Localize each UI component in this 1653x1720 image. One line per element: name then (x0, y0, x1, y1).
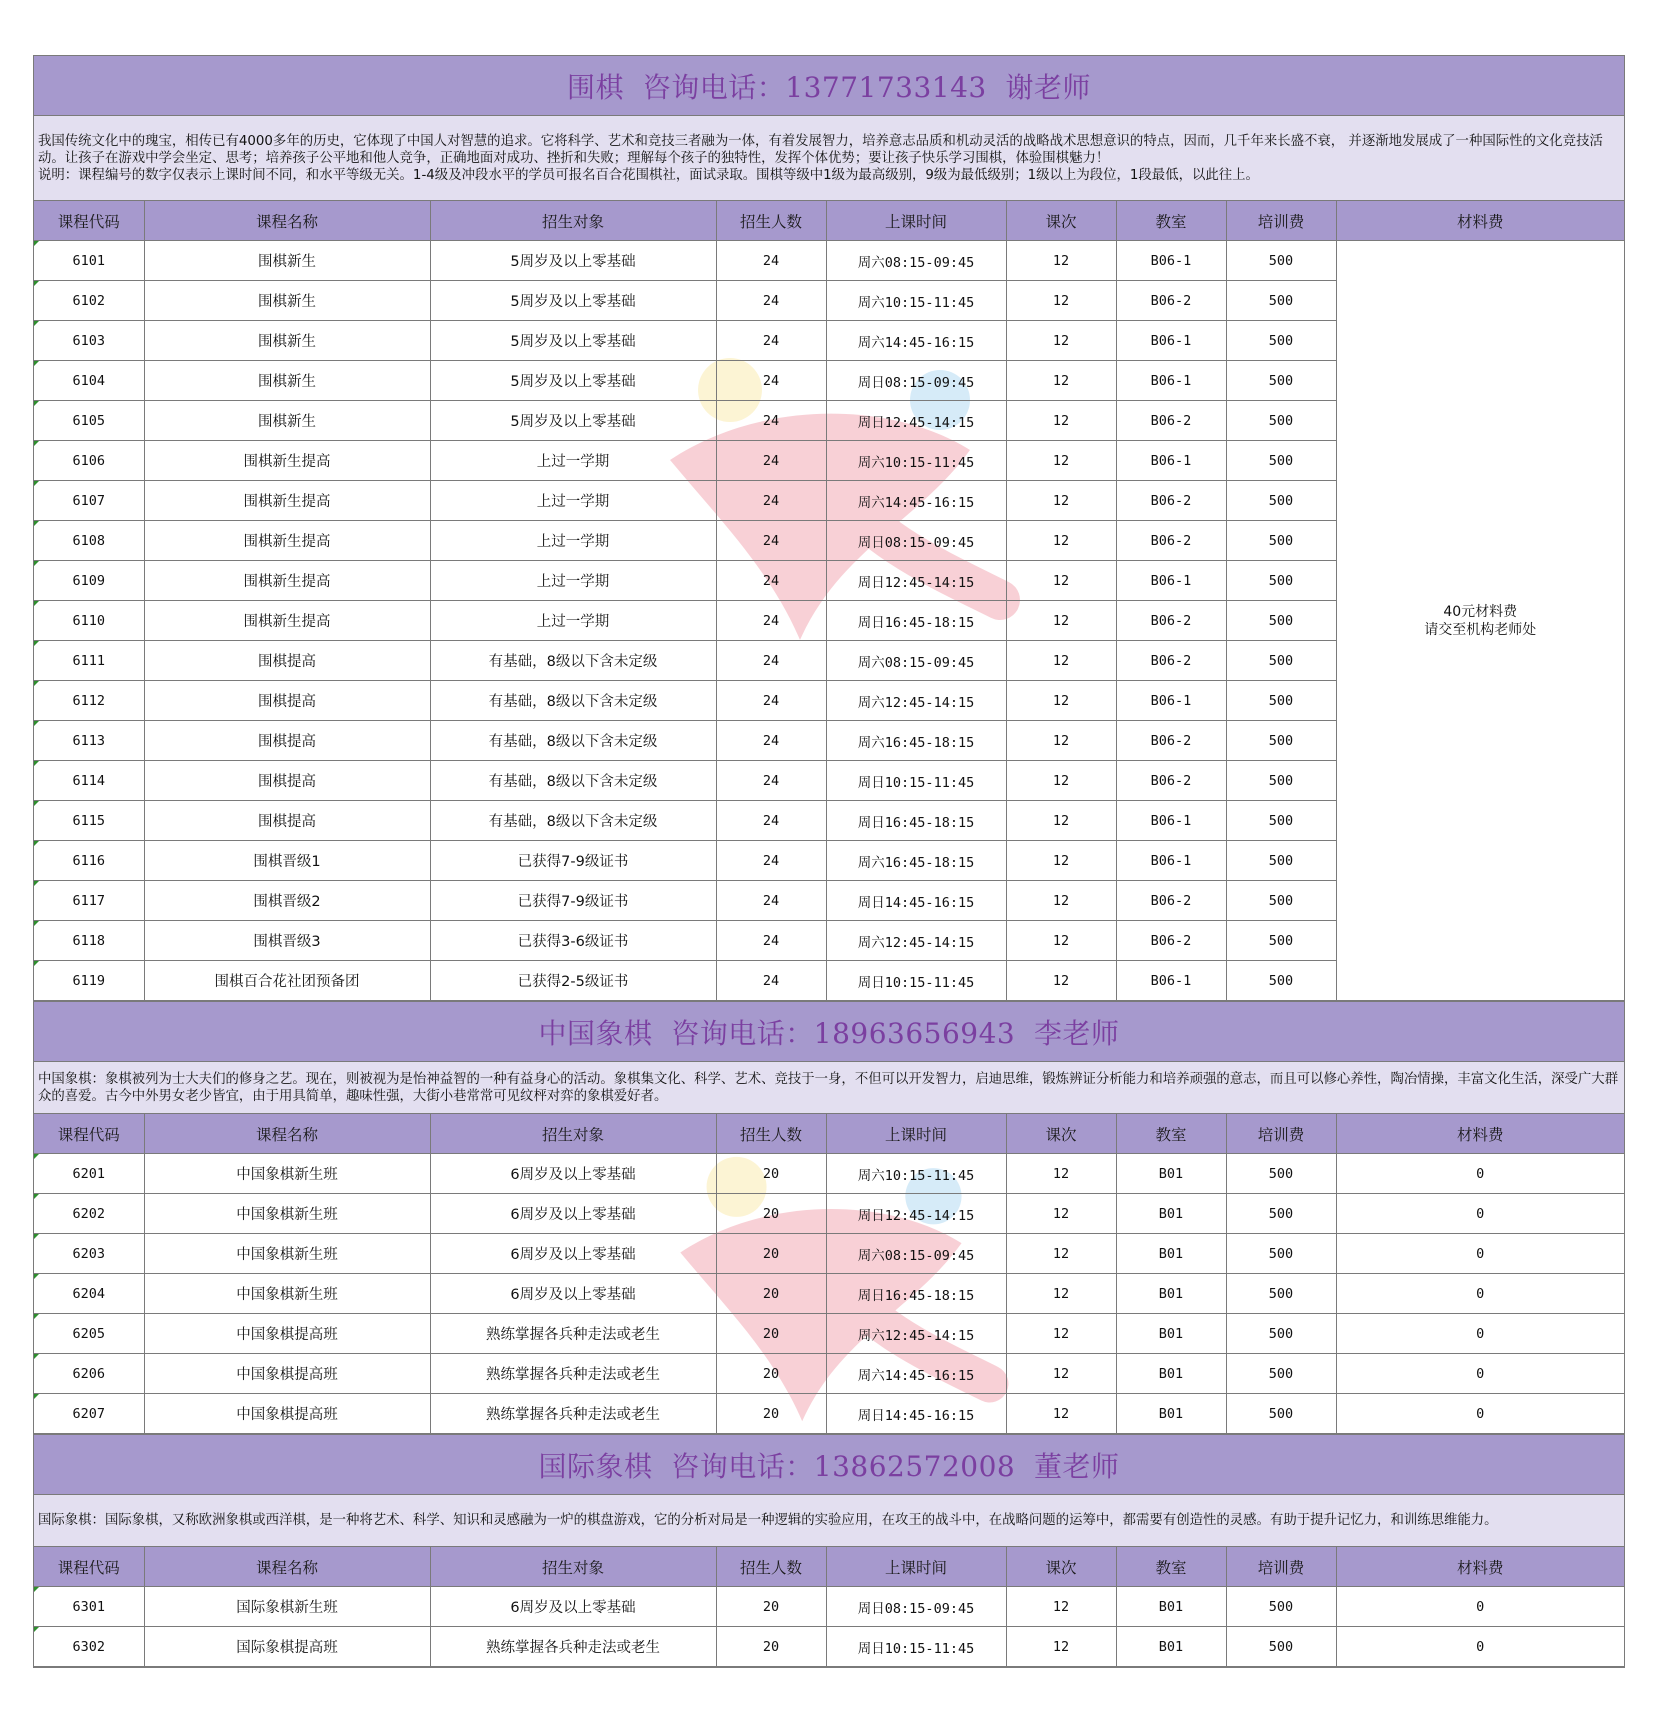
classroom: B06-1 (1116, 961, 1226, 1001)
class-time: 周日08:15-09:45 (826, 361, 1006, 401)
enroll-target: 6周岁及以上零基础 (430, 1154, 716, 1194)
header-time: 上课时间 (826, 1114, 1006, 1154)
tuition-fee: 500 (1226, 441, 1336, 481)
enroll-target: 有基础，8级以下含未定级 (430, 761, 716, 801)
course-name: 围棋提高 (144, 641, 430, 681)
classroom: B06-1 (1116, 841, 1226, 881)
enroll-capacity: 24 (716, 721, 826, 761)
table-row (34, 1234, 1624, 1274)
classroom: B06-1 (1116, 361, 1226, 401)
class-time: 周日08:15-09:45 (826, 1587, 1006, 1627)
tuition-fee: 500 (1226, 241, 1336, 281)
enroll-target: 上过一学期 (430, 441, 716, 481)
course-sheet (33, 55, 1625, 1668)
session-count: 12 (1006, 481, 1116, 521)
course-name: 中国象棋新生班 (144, 1154, 430, 1194)
enroll-target: 已获得7-9级证书 (430, 881, 716, 921)
tuition-fee: 500 (1226, 681, 1336, 721)
course-code: 6109 (34, 561, 144, 601)
table-row (34, 1394, 1624, 1434)
classroom: B01 (1116, 1394, 1226, 1434)
enroll-target: 6周岁及以上零基础 (430, 1274, 716, 1314)
class-time: 周日12:45-14:15 (826, 401, 1006, 441)
class-time: 周日10:15-11:45 (826, 1627, 1006, 1667)
classroom: B06-1 (1116, 801, 1226, 841)
course-code: 6302 (34, 1627, 144, 1667)
course-name: 围棋提高 (144, 761, 430, 801)
classroom: B01 (1116, 1354, 1226, 1394)
enroll-target: 有基础，8级以下含未定级 (430, 721, 716, 761)
table-row (34, 1587, 1624, 1627)
class-time: 周六12:45-14:15 (826, 681, 1006, 721)
header-time: 上课时间 (826, 201, 1006, 241)
table-row (34, 1314, 1624, 1354)
header-material: 材料费 (1336, 1547, 1624, 1587)
enroll-target: 6周岁及以上零基础 (430, 1234, 716, 1274)
material-fee: 0 (1336, 1274, 1624, 1314)
header-target: 招生对象 (430, 1114, 716, 1154)
course-code: 6103 (34, 321, 144, 361)
course-code: 6201 (34, 1154, 144, 1194)
tuition-fee: 500 (1226, 721, 1336, 761)
header-material: 材料费 (1336, 201, 1624, 241)
session-count: 12 (1006, 361, 1116, 401)
tuition-fee: 500 (1226, 601, 1336, 641)
enroll-capacity: 24 (716, 681, 826, 721)
class-time: 周六10:15-11:45 (826, 441, 1006, 481)
course-code: 6115 (34, 801, 144, 841)
section-title-chess: 国际象棋 咨询电话：13862572008 董老师 (34, 1434, 1624, 1494)
course-name: 围棋晋级1 (144, 841, 430, 881)
course-name: 中国象棋提高班 (144, 1314, 430, 1354)
table-row (34, 1274, 1624, 1314)
header-row (34, 1114, 1624, 1154)
class-time: 周六14:45-16:15 (826, 1354, 1006, 1394)
session-count: 12 (1006, 721, 1116, 761)
header-row (34, 1547, 1624, 1587)
tuition-fee: 500 (1226, 1394, 1336, 1434)
enroll-capacity: 20 (716, 1314, 826, 1354)
class-time: 周日16:45-18:15 (826, 1274, 1006, 1314)
course-code: 6107 (34, 481, 144, 521)
class-time: 周六14:45-16:15 (826, 321, 1006, 361)
course-table-xiangqi (34, 1113, 1624, 1434)
classroom: B06-2 (1116, 521, 1226, 561)
session-count: 12 (1006, 1234, 1116, 1274)
classroom: B06-2 (1116, 721, 1226, 761)
header-room: 教室 (1116, 201, 1226, 241)
course-code: 6112 (34, 681, 144, 721)
tuition-fee: 500 (1226, 1194, 1336, 1234)
section-desc-chess (34, 1494, 1624, 1546)
enroll-capacity: 24 (716, 441, 826, 481)
tuition-fee: 500 (1226, 841, 1336, 881)
enroll-capacity: 24 (716, 801, 826, 841)
enroll-target: 已获得7-9级证书 (430, 841, 716, 881)
course-name: 中国象棋新生班 (144, 1234, 430, 1274)
tuition-fee: 500 (1226, 921, 1336, 961)
desc-paragraph: 我国传统文化中的瑰宝，相传已有4000多年的历史，它体现了中国人对智慧的追求。它将科学、艺术和竞技三者融为一体，有着发展智力，培养意志品质和机动灵活的战略战术思想意识的特点，因而，几千年来长盛不衰， 并逐渐地发展成了一种国际性的文化竞技活动。让孩子在游戏中学会坐定、思考；培养孩子公平地和他人竞争，正确地面对成功、挫折和失败；理解每个孩子的独特性，发挥个体优势；要让孩子快乐学习围棋，体验围棋魅力！ (38, 133, 1603, 166)
enroll-target: 5周岁及以上零基础 (430, 241, 716, 281)
tuition-fee: 500 (1226, 1274, 1336, 1314)
course-code: 6105 (34, 401, 144, 441)
header-room: 教室 (1116, 1114, 1226, 1154)
session-count: 12 (1006, 401, 1116, 441)
classroom: B06-1 (1116, 241, 1226, 281)
course-code: 6108 (34, 521, 144, 561)
course-code: 6102 (34, 281, 144, 321)
enroll-capacity: 24 (716, 321, 826, 361)
course-code: 6206 (34, 1354, 144, 1394)
enroll-target: 熟练掌握各兵种走法或老生 (430, 1394, 716, 1434)
course-code: 6117 (34, 881, 144, 921)
session-count: 12 (1006, 1274, 1116, 1314)
session-count: 12 (1006, 1314, 1116, 1354)
material-fee: 0 (1336, 1627, 1624, 1667)
enroll-capacity: 24 (716, 841, 826, 881)
classroom: B06-2 (1116, 401, 1226, 441)
course-code: 6111 (34, 641, 144, 681)
course-name: 国际象棋新生班 (144, 1587, 430, 1627)
course-name: 中国象棋新生班 (144, 1194, 430, 1234)
classroom: B06-2 (1116, 281, 1226, 321)
material-fee: 0 (1336, 1394, 1624, 1434)
course-name: 围棋晋级3 (144, 921, 430, 961)
classroom: B01 (1116, 1314, 1226, 1354)
classroom: B06-2 (1116, 641, 1226, 681)
session-count: 12 (1006, 641, 1116, 681)
course-name: 围棋百合花社团预备团 (144, 961, 430, 1001)
desc-paragraph: 中国象棋：象棋被列为士大夫们的修身之艺。现在，则被视为是怡神益智的一种有益身心的活动。象棋集文化、科学、艺术、竞技于一身，不但可以开发智力，启迪思维，锻炼辨证分析能力和培养顽强的意志，而且可以修心养性，陶冶情操，丰富文化生活，深受广大群众的喜爱。古今中外男女老少皆宜，由于用具简单，趣味性强，大街小巷常常可见纹枰对弈的象棋爱好者。 (38, 1071, 1619, 1104)
header-time: 上课时间 (826, 1547, 1006, 1587)
course-code: 6202 (34, 1194, 144, 1234)
material-fee: 0 (1336, 1314, 1624, 1354)
tuition-fee: 500 (1226, 321, 1336, 361)
course-name: 围棋新生提高 (144, 441, 430, 481)
classroom: B06-1 (1116, 441, 1226, 481)
material-fee: 0 (1336, 1587, 1624, 1627)
course-name: 围棋新生 (144, 401, 430, 441)
course-name: 中国象棋提高班 (144, 1354, 430, 1394)
enroll-target: 上过一学期 (430, 521, 716, 561)
tuition-fee: 500 (1226, 401, 1336, 441)
header-room: 教室 (1116, 1547, 1226, 1587)
table-row (34, 1354, 1624, 1394)
course-name: 围棋新生 (144, 281, 430, 321)
course-name: 围棋新生提高 (144, 521, 430, 561)
section-title-xiangqi: 中国象棋 咨询电话：18963656943 李老师 (34, 1001, 1624, 1061)
enroll-capacity: 24 (716, 641, 826, 681)
section-desc-weiqi (34, 115, 1624, 200)
course-name: 围棋新生 (144, 241, 430, 281)
classroom: B01 (1116, 1587, 1226, 1627)
session-count: 12 (1006, 1154, 1116, 1194)
session-count: 12 (1006, 841, 1116, 881)
enroll-target: 有基础，8级以下含未定级 (430, 681, 716, 721)
enroll-capacity: 20 (716, 1194, 826, 1234)
course-code: 6203 (34, 1234, 144, 1274)
header-name: 课程名称 (144, 1547, 430, 1587)
course-code: 6204 (34, 1274, 144, 1314)
tuition-fee: 500 (1226, 481, 1336, 521)
course-code: 6106 (34, 441, 144, 481)
course-code: 6116 (34, 841, 144, 881)
course-code: 6113 (34, 721, 144, 761)
classroom: B01 (1116, 1154, 1226, 1194)
enroll-target: 5周岁及以上零基础 (430, 281, 716, 321)
header-capacity: 招生人数 (716, 1114, 826, 1154)
enroll-capacity: 24 (716, 921, 826, 961)
header-capacity: 招生人数 (716, 1547, 826, 1587)
header-row (34, 201, 1624, 241)
course-table-weiqi (34, 200, 1624, 1001)
enroll-target: 上过一学期 (430, 601, 716, 641)
enroll-target: 熟练掌握各兵种走法或老生 (430, 1314, 716, 1354)
classroom: B01 (1116, 1234, 1226, 1274)
enroll-capacity: 24 (716, 521, 826, 561)
enroll-target: 5周岁及以上零基础 (430, 401, 716, 441)
enroll-capacity: 20 (716, 1354, 826, 1394)
session-count: 12 (1006, 881, 1116, 921)
header-name: 课程名称 (144, 201, 430, 241)
enroll-target: 已获得3-6级证书 (430, 921, 716, 961)
material-fee: 0 (1336, 1234, 1624, 1274)
class-time: 周日10:15-11:45 (826, 961, 1006, 1001)
header-code: 课程代码 (34, 1547, 144, 1587)
session-count: 12 (1006, 761, 1116, 801)
course-name: 围棋新生提高 (144, 561, 430, 601)
tuition-fee: 500 (1226, 961, 1336, 1001)
header-code: 课程代码 (34, 1114, 144, 1154)
course-code: 6114 (34, 761, 144, 801)
enroll-capacity: 20 (716, 1154, 826, 1194)
session-count: 12 (1006, 1394, 1116, 1434)
class-time: 周六08:15-09:45 (826, 641, 1006, 681)
tuition-fee: 500 (1226, 1354, 1336, 1394)
table-row (34, 1154, 1624, 1194)
enroll-capacity: 24 (716, 361, 826, 401)
classroom: B06-2 (1116, 761, 1226, 801)
enroll-target: 6周岁及以上零基础 (430, 1194, 716, 1234)
enroll-capacity: 24 (716, 881, 826, 921)
tuition-fee: 500 (1226, 1587, 1336, 1627)
session-count: 12 (1006, 801, 1116, 841)
enroll-capacity: 24 (716, 561, 826, 601)
tuition-fee: 500 (1226, 761, 1336, 801)
session-count: 12 (1006, 961, 1116, 1001)
enroll-target: 有基础，8级以下含未定级 (430, 801, 716, 841)
class-time: 周六12:45-14:15 (826, 921, 1006, 961)
enroll-target: 熟练掌握各兵种走法或老生 (430, 1354, 716, 1394)
course-name: 围棋提高 (144, 681, 430, 721)
classroom: B06-2 (1116, 921, 1226, 961)
class-time: 周日14:45-16:15 (826, 881, 1006, 921)
tuition-fee: 500 (1226, 801, 1336, 841)
course-name: 围棋提高 (144, 721, 430, 761)
header-target: 招生对象 (430, 201, 716, 241)
class-time: 周日16:45-18:15 (826, 801, 1006, 841)
enroll-capacity: 24 (716, 961, 826, 1001)
header-material: 材料费 (1336, 1114, 1624, 1154)
classroom: B06-1 (1116, 561, 1226, 601)
classroom: B06-1 (1116, 321, 1226, 361)
session-count: 12 (1006, 281, 1116, 321)
classroom: B01 (1116, 1627, 1226, 1667)
session-count: 12 (1006, 681, 1116, 721)
enroll-target: 上过一学期 (430, 561, 716, 601)
tuition-fee: 500 (1226, 1154, 1336, 1194)
session-count: 12 (1006, 321, 1116, 361)
enroll-target: 6周岁及以上零基础 (430, 1587, 716, 1627)
enroll-target: 有基础，8级以下含未定级 (430, 641, 716, 681)
enroll-capacity: 20 (716, 1234, 826, 1274)
class-time: 周六16:45-18:15 (826, 721, 1006, 761)
enroll-capacity: 20 (716, 1587, 826, 1627)
tuition-fee: 500 (1226, 1627, 1336, 1667)
course-name: 中国象棋新生班 (144, 1274, 430, 1314)
tuition-fee: 500 (1226, 641, 1336, 681)
desc-note: 说明：课程编号的数字仅表示上课时间不同，和水平等级无关。1-4级及冲段水平的学员可报名百合花围棋社，面试录取。围棋等级中1级为最高级别，9级为最低级别；1级以上为段位，1段最低，以此往上。 (38, 167, 1259, 183)
class-time: 周六08:15-09:45 (826, 1234, 1006, 1274)
material-fee: 0 (1336, 1354, 1624, 1394)
class-time: 周六10:15-11:45 (826, 281, 1006, 321)
tuition-fee: 500 (1226, 561, 1336, 601)
material-fee: 0 (1336, 1154, 1624, 1194)
session-count: 12 (1006, 601, 1116, 641)
class-time: 周日08:15-09:45 (826, 521, 1006, 561)
class-time: 周六12:45-14:15 (826, 1314, 1006, 1354)
class-time: 周日10:15-11:45 (826, 761, 1006, 801)
course-code: 6301 (34, 1587, 144, 1627)
enroll-capacity: 20 (716, 1394, 826, 1434)
enroll-capacity: 24 (716, 761, 826, 801)
enroll-capacity: 20 (716, 1274, 826, 1314)
course-name: 中国象棋提高班 (144, 1394, 430, 1434)
enroll-target: 上过一学期 (430, 481, 716, 521)
course-code: 6110 (34, 601, 144, 641)
section-desc-xiangqi (34, 1061, 1624, 1113)
course-name: 围棋提高 (144, 801, 430, 841)
header-name: 课程名称 (144, 1114, 430, 1154)
header-capacity: 招生人数 (716, 201, 826, 241)
desc-paragraph: 国际象棋：国际象棋，又称欧洲象棋或西洋棋，是一种将艺术、科学、知识和灵感融为一炉的棋盘游戏，它的分析对局是一种逻辑的实验应用，在攻王的战斗中，在战略问题的运筹中，都需要有创造性的灵感。有助于提升记忆力，和训练思维能力。 (38, 1513, 1498, 1528)
table-row (34, 1194, 1624, 1234)
course-code: 6101 (34, 241, 144, 281)
enroll-capacity: 24 (716, 481, 826, 521)
course-name: 围棋新生 (144, 361, 430, 401)
class-time: 周日14:45-16:15 (826, 1394, 1006, 1434)
course-name: 围棋新生 (144, 321, 430, 361)
classroom: B06-2 (1116, 601, 1226, 641)
section-title-weiqi: 围棋 咨询电话：13771733143 谢老师 (34, 55, 1624, 115)
session-count: 12 (1006, 441, 1116, 481)
session-count: 12 (1006, 1194, 1116, 1234)
classroom: B01 (1116, 1274, 1226, 1314)
classroom: B06-2 (1116, 481, 1226, 521)
session-count: 12 (1006, 561, 1116, 601)
enroll-target: 熟练掌握各兵种走法或老生 (430, 1627, 716, 1667)
class-time: 周日12:45-14:15 (826, 1194, 1006, 1234)
classroom: B06-2 (1116, 881, 1226, 921)
tuition-fee: 500 (1226, 521, 1336, 561)
class-time: 周六10:15-11:45 (826, 1154, 1006, 1194)
course-table-chess (34, 1546, 1624, 1667)
material-fee: 0 (1336, 1194, 1624, 1234)
table-row (34, 241, 1624, 281)
enroll-target: 已获得2-5级证书 (430, 961, 716, 1001)
tuition-fee: 500 (1226, 361, 1336, 401)
class-time: 周六08:15-09:45 (826, 241, 1006, 281)
session-count: 12 (1006, 521, 1116, 561)
tuition-fee: 500 (1226, 1234, 1336, 1274)
enroll-capacity: 24 (716, 401, 826, 441)
session-count: 12 (1006, 1587, 1116, 1627)
classroom: B01 (1116, 1194, 1226, 1234)
header-sessions: 课次 (1006, 201, 1116, 241)
enroll-capacity: 24 (716, 601, 826, 641)
classroom: B06-1 (1116, 681, 1226, 721)
header-target: 招生对象 (430, 1547, 716, 1587)
course-code: 6119 (34, 961, 144, 1001)
enroll-capacity: 20 (716, 1627, 826, 1667)
tuition-fee: 500 (1226, 881, 1336, 921)
enroll-target: 5周岁及以上零基础 (430, 361, 716, 401)
session-count: 12 (1006, 241, 1116, 281)
enroll-capacity: 24 (716, 281, 826, 321)
course-code: 6207 (34, 1394, 144, 1434)
material-fee-merged: 40元材料费 请交至机构老师处 (1336, 241, 1624, 1001)
tuition-fee: 500 (1226, 281, 1336, 321)
course-name: 围棋新生提高 (144, 481, 430, 521)
course-code: 6205 (34, 1314, 144, 1354)
class-time: 周六16:45-18:15 (826, 841, 1006, 881)
header-sessions: 课次 (1006, 1547, 1116, 1587)
session-count: 12 (1006, 921, 1116, 961)
course-name: 国际象棋提高班 (144, 1627, 430, 1667)
class-time: 周日16:45-18:15 (826, 601, 1006, 641)
class-time: 周六14:45-16:15 (826, 481, 1006, 521)
class-time: 周日12:45-14:15 (826, 561, 1006, 601)
course-code: 6118 (34, 921, 144, 961)
header-fee: 培训费 (1226, 1547, 1336, 1587)
course-name: 围棋晋级2 (144, 881, 430, 921)
enroll-capacity: 24 (716, 241, 826, 281)
tuition-fee: 500 (1226, 1314, 1336, 1354)
course-code: 6104 (34, 361, 144, 401)
enroll-target: 5周岁及以上零基础 (430, 321, 716, 361)
header-fee: 培训费 (1226, 1114, 1336, 1154)
header-code: 课程代码 (34, 201, 144, 241)
table-row (34, 1627, 1624, 1667)
session-count: 12 (1006, 1354, 1116, 1394)
header-fee: 培训费 (1226, 201, 1336, 241)
header-sessions: 课次 (1006, 1114, 1116, 1154)
session-count: 12 (1006, 1627, 1116, 1667)
course-name: 围棋新生提高 (144, 601, 430, 641)
